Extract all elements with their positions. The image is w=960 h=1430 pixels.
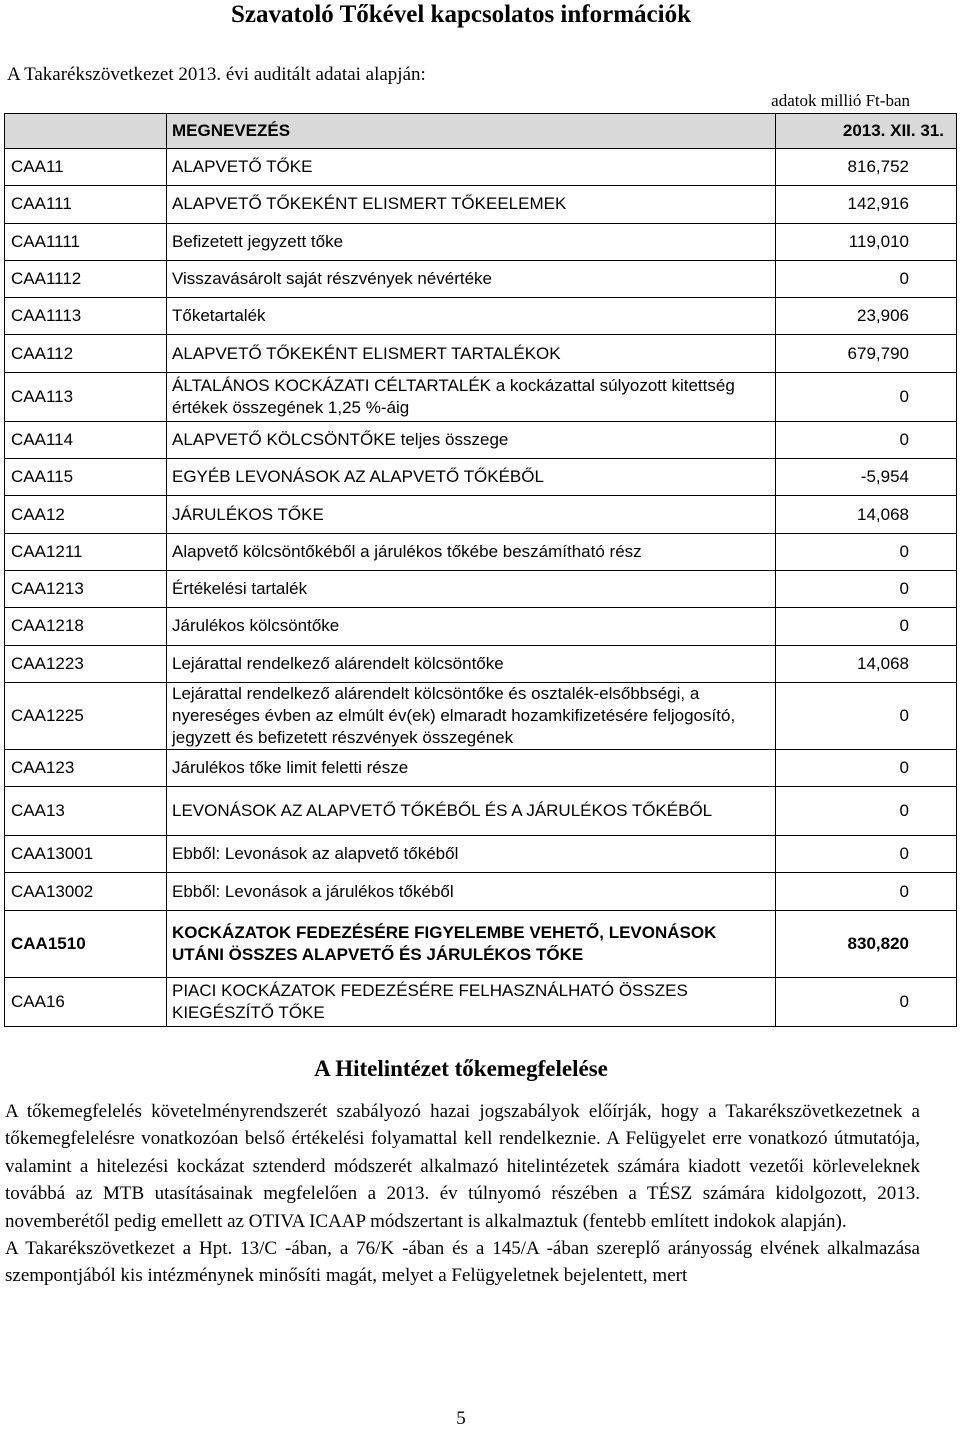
row-name: ÁLTALÁNOS KOCKÁZATI CÉLTARTALÉK a kockázattal súlyozott kitettség értékek összegének 1,25 %-áig: [167, 372, 776, 421]
row-code: CAA12: [5, 496, 167, 533]
row-name: ALAPVETŐ KÖLCSÖNTŐKE teljes összege: [167, 421, 776, 458]
row-value: 0: [776, 372, 957, 421]
row-value: 14,068: [776, 645, 957, 682]
row-value: 679,790: [776, 335, 957, 372]
table-row: [5, 496, 957, 533]
row-value: 0: [776, 608, 957, 645]
row-name: Járulékos tőke limit feletti része: [167, 749, 776, 786]
row-name: ALAPVETŐ TŐKEKÉNT ELISMERT TARTALÉKOK: [167, 335, 776, 372]
document-title: Szavatoló Tőkével kapcsolatos információk: [231, 1, 691, 28]
section-heading: A Hitelintézet tőkemegfelelése: [314, 1056, 608, 1081]
row-name: ALAPVETŐ TŐKE: [167, 149, 776, 186]
row-value: 142,916: [776, 186, 957, 223]
row-value: 0: [776, 873, 957, 910]
table-row: [5, 682, 957, 749]
row-value: 0: [776, 570, 957, 607]
table-row: [5, 533, 957, 570]
row-name: Alapvető kölcsöntőkéből a járulékos tőkébe beszámítható rész: [167, 533, 776, 570]
row-name: Járulékos kölcsöntőke: [167, 608, 776, 645]
row-code: CAA1211: [5, 533, 167, 570]
row-code: CAA1225: [5, 682, 167, 749]
row-name: Ebből: Levonások a járulékos tőkéből: [167, 873, 776, 910]
row-value: 0: [776, 260, 957, 297]
row-code: CAA1510: [5, 910, 167, 977]
row-value: 0: [776, 836, 957, 873]
row-name: PIACI KOCKÁZATOK FEDEZÉSÉRE FELHASZNÁLHATÓ ÖSSZES KIEGÉSZÍTŐ TŐKE: [167, 977, 776, 1026]
row-code: CAA1223: [5, 645, 167, 682]
table-row: [5, 749, 957, 786]
table-row: [5, 459, 957, 496]
row-code: CAA11: [5, 149, 167, 186]
unit-note: adatok millió Ft-ban: [771, 91, 910, 110]
row-name: Befizetett jegyzett tőke: [167, 223, 776, 260]
table-row: [5, 260, 957, 297]
row-code: CAA16: [5, 977, 167, 1026]
row-name: Értékelési tartalék: [167, 570, 776, 607]
table-row: [5, 298, 957, 335]
header-code-cell: [5, 114, 167, 149]
header-value-cell: 2013. XII. 31.: [776, 114, 957, 149]
row-name: EGYÉB LEVONÁSOK AZ ALAPVETŐ TŐKÉBŐL: [167, 459, 776, 496]
row-code: CAA111: [5, 186, 167, 223]
table-row: [5, 977, 957, 1026]
row-name: KOCKÁZATOK FEDEZÉSÉRE FIGYELEMBE VEHETŐ, LEVONÁSOK UTÁNI ÖSSZES ALAPVETŐ ÉS JÁRULÉKOS TŐKE: [167, 910, 776, 977]
row-code: CAA13: [5, 787, 167, 836]
row-value: 14,068: [776, 496, 957, 533]
body-text: [5, 1098, 920, 1290]
row-code: CAA113: [5, 372, 167, 421]
table-row: [5, 836, 957, 873]
row-value: 23,906: [776, 298, 957, 335]
row-name: LEVONÁSOK AZ ALAPVETŐ TŐKÉBŐL ÉS A JÁRULÉKOS TŐKÉBŐL: [167, 787, 776, 836]
row-code: CAA1113: [5, 298, 167, 335]
table-row: [5, 149, 957, 186]
paragraph: A tőkemegfelelés követelményrendszerét szabályozó hazai jogszabályok előírják, hogy a Takarékszövetkezetnek a tőkemegfelelésre vonatkozóan belső értékelési folyamattal kell rendelkeznie. A Felügyelet erre vonatkozó útmutatója, valamint a hitelezési kockázat sztenderd módszerét alkalmazó hitelintézetek számára kiadott vezetői körleveleknek továbbá az MTB utasításainak megfelelően a 2013. év túlnyomó részében a TÉSZ számára kidolgozott, 2013. novemberétől pedig emellett az OTIVA ICAAP módszertant is alkalmaztuk (fentebb említett indokok alapján).: [5, 1101, 920, 1232]
table-row: [5, 787, 957, 836]
row-code: CAA13002: [5, 873, 167, 910]
header-name-cell: MEGNEVEZÉS: [167, 114, 776, 149]
page-number: 5: [456, 1408, 466, 1429]
row-code: CAA1218: [5, 608, 167, 645]
table-row: [5, 372, 957, 421]
row-code: CAA1213: [5, 570, 167, 607]
row-code: CAA123: [5, 749, 167, 786]
table-row: [5, 223, 957, 260]
row-name: Visszavásárolt saját részvények névértéke: [167, 260, 776, 297]
table-row: [5, 186, 957, 223]
row-name: Ebből: Levonások az alapvető tőkéből: [167, 836, 776, 873]
table-row: [5, 570, 957, 607]
row-value: 0: [776, 533, 957, 570]
row-value: -5,954: [776, 459, 957, 496]
row-value: 0: [776, 749, 957, 786]
row-value: 0: [776, 421, 957, 458]
row-value: 816,752: [776, 149, 957, 186]
table-row: [5, 608, 957, 645]
row-name: Lejárattal rendelkező alárendelt kölcsöntőke: [167, 645, 776, 682]
row-name: Lejárattal rendelkező alárendelt kölcsöntőke és osztalék-elsőbbségi, a nyereséges évben az elmúlt év(ek) elmaradt hozamkifizetésére feljogosító, jegyzett és befizetett részvények összegének: [167, 682, 776, 749]
table-row-total: [5, 910, 957, 977]
row-value: 119,010: [776, 223, 957, 260]
row-value: 0: [776, 977, 957, 1026]
row-code: CAA1112: [5, 260, 167, 297]
row-code: CAA13001: [5, 836, 167, 873]
table-row: [5, 335, 957, 372]
intro-text: A Takarékszövetkezet 2013. évi auditált adatai alapján:: [7, 64, 426, 85]
row-name: Tőketartalék: [167, 298, 776, 335]
paragraph: A Takarékszövetkezet a Hpt. 13/C -ában, a 76/K -ában és a 145/A -ában szereplő arányosság elvének alkalmazása szempontjából kis intézménynek minősíti magát, melyet a Felügyeletnek bejelentett, mert: [5, 1238, 920, 1287]
row-value: 830,820: [776, 910, 957, 977]
table-row: [5, 645, 957, 682]
row-code: CAA1111: [5, 223, 167, 260]
row-value: 0: [776, 787, 957, 836]
row-code: CAA114: [5, 421, 167, 458]
capital-table: [4, 113, 957, 1027]
row-code: CAA112: [5, 335, 167, 372]
row-name: ALAPVETŐ TŐKEKÉNT ELISMERT TŐKEELEMEK: [167, 186, 776, 223]
row-name: JÁRULÉKOS TŐKE: [167, 496, 776, 533]
table-row: [5, 421, 957, 458]
row-code: CAA115: [5, 459, 167, 496]
table-row: [5, 873, 957, 910]
row-value: 0: [776, 682, 957, 749]
table-header-row: [5, 114, 957, 149]
